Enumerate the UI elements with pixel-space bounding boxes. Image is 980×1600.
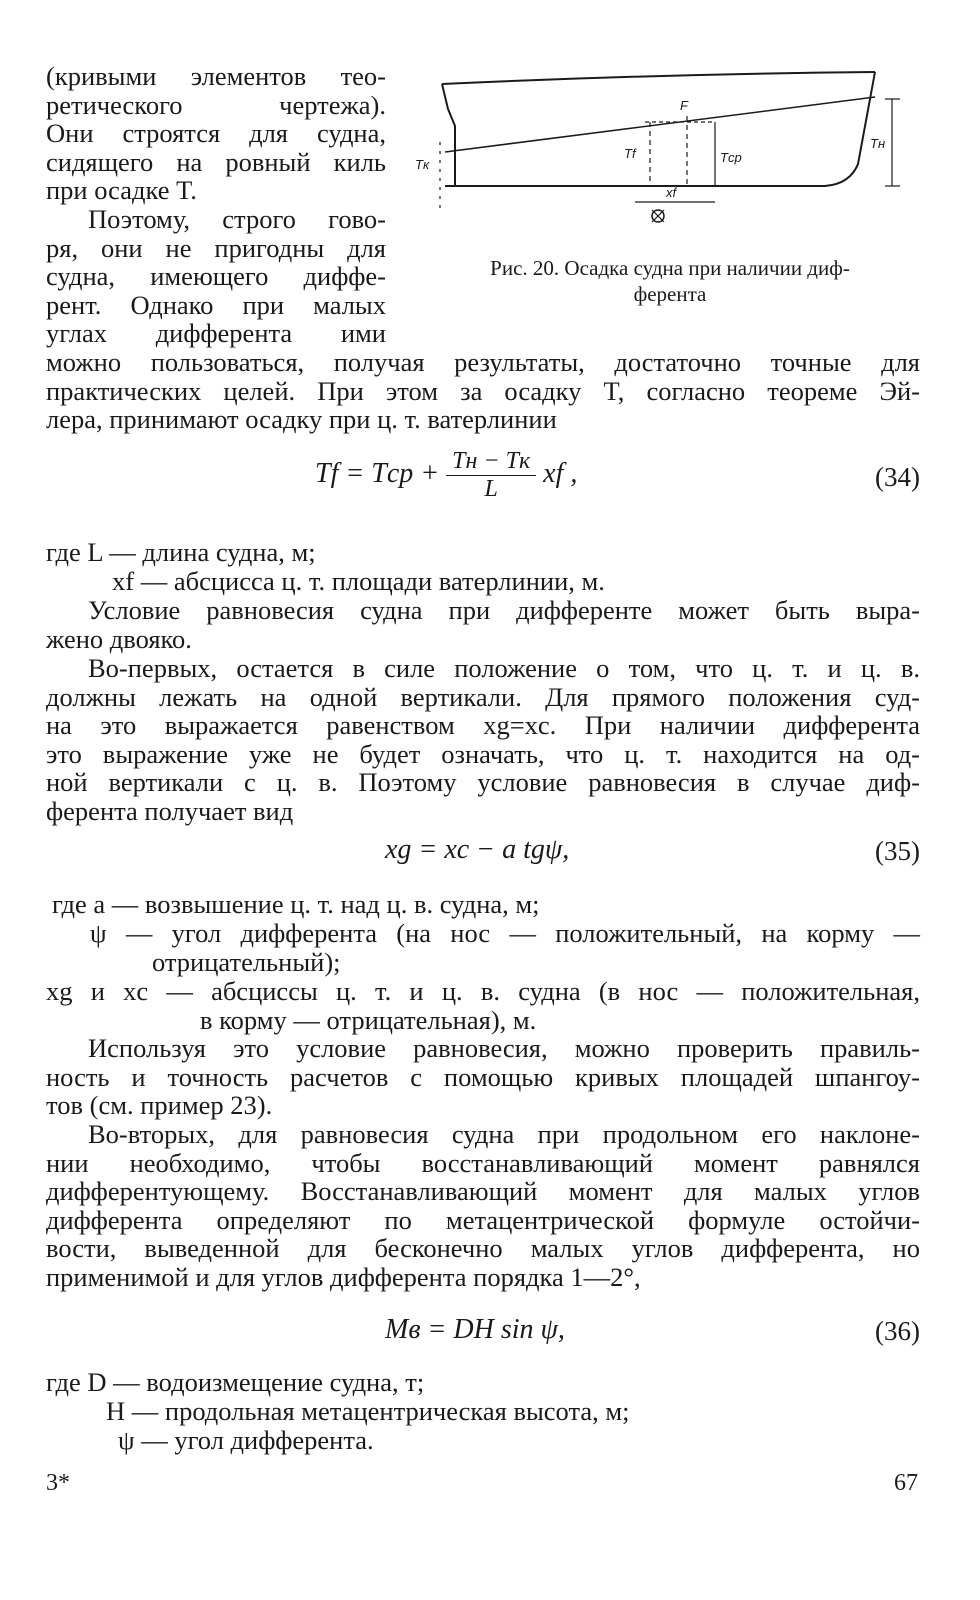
- label-Tn: Tн: [870, 136, 886, 151]
- signature-mark: 3*: [46, 1470, 70, 1496]
- text-line: должны лежать на одной вертикали. Для прямого положения суд-: [46, 681, 920, 712]
- equation-number-35: (35): [875, 836, 920, 866]
- text-line: на это выражается равенством xg=xc. При наличии дифферента: [46, 710, 920, 741]
- eq34-numerator: Tн − Tк: [446, 448, 536, 476]
- where-36-line: H — продольная метацентрическая высота, м;: [106, 1396, 630, 1426]
- paragraph-1: [46, 348, 920, 434]
- intro-paragraph: [46, 62, 386, 348]
- paragraph-5: [46, 1120, 920, 1292]
- equation-36: Mв = DH sin ψ,: [385, 1314, 565, 1345]
- text-line: нии необходимо, чтобы восстанавливающий момент равнялся: [46, 1147, 920, 1178]
- trimmed-waterline: [445, 97, 875, 152]
- eq34-fraction: [446, 448, 536, 503]
- paragraph-3: [46, 654, 920, 826]
- paragraph-4: [46, 1034, 920, 1120]
- text-line: Во-первых, остается в силе положение о том, что ц. т. и ц. в.: [88, 653, 920, 683]
- equation-number-34: (34): [875, 462, 920, 492]
- where-34-line: xf — абсцисса ц. т. площади ватерлинии, м.: [112, 566, 605, 596]
- text-line: ность и точность расчетов с помощью кривых площадей шпангоу-: [46, 1061, 920, 1092]
- where-35-line: ψ — угол дифферента (на нос — положительный, на корму —: [90, 918, 920, 948]
- text-line: ретического чертежа).: [46, 89, 386, 120]
- text-line: практических целей. При этом за осадку T, согласно теореме Эй-: [46, 375, 920, 406]
- caption-line: ферента: [633, 282, 707, 306]
- label-xf: xf: [666, 185, 677, 200]
- text-line: ной вертикали с ц. в. Поэтому условие равновесия в случае диф-: [46, 767, 920, 798]
- label-Tf: Tf: [624, 146, 636, 161]
- text-line: Условие равновесия судна при дифференте может быть выра-: [88, 595, 920, 625]
- text-line: лера, принимают осадку при ц. т. ватерлинии: [46, 404, 557, 435]
- label-F: F: [680, 98, 688, 113]
- where-36-line: ψ — угол дифферента.: [118, 1425, 374, 1455]
- equation-number-36: (36): [875, 1316, 920, 1346]
- deck-line: [442, 72, 875, 84]
- text-line: Используя это условие равновесия, можно проверить правиль-: [88, 1033, 920, 1063]
- eq34-right: xf ,: [543, 457, 578, 489]
- text-line: (кривыми элементов тео-: [46, 61, 386, 91]
- label-Tk: Tк: [415, 157, 430, 172]
- eq34-denominator: L: [484, 476, 498, 502]
- where-35-line: xg и xc — абсциссы ц. т. и ц. в. судна (в нос — положительная,: [46, 976, 920, 1006]
- text-line: Они строятся для судна,: [46, 118, 386, 149]
- caption-line: Рис. 20. Осадка судна при наличии диф-: [490, 256, 850, 280]
- text-line: рент. Однако при малых: [46, 289, 386, 320]
- where-34-line: где L — длина судна, м;: [46, 537, 316, 567]
- text-line: применимой и для углов дифферента порядка 1—2°,: [46, 1261, 641, 1292]
- where-35-line: отрицательный);: [152, 947, 341, 977]
- page-number: 67: [894, 1470, 918, 1496]
- text-line: тов (см. пример 23).: [46, 1090, 273, 1121]
- equation-34: [315, 448, 577, 503]
- text-line: Во-вторых, для равновесия судна при продольном его наклоне-: [88, 1119, 920, 1149]
- hull-bow-and-keel: [445, 72, 875, 186]
- figure-caption: [420, 255, 920, 307]
- text-line: ря, они не пригодны для: [46, 232, 386, 263]
- text-line: дифферента определяют по метацентрической формуле остойчи-: [46, 1204, 920, 1235]
- where-35-line: где a — возвышение ц. т. над ц. в. судна, м;: [52, 889, 540, 919]
- text-line: ферента получает вид: [46, 795, 294, 826]
- text-line: сидящего на ровный киль: [46, 146, 386, 177]
- label-Tcp: Tср: [720, 150, 742, 165]
- text-line: можно пользоваться, получая результаты, достаточно точные для: [46, 347, 920, 377]
- text-line: жено двояко.: [46, 623, 192, 654]
- where-36-line: где D — водоизмещение судна, т;: [46, 1367, 425, 1397]
- text-line: Поэтому, строго гово-: [88, 203, 386, 234]
- equation-35: xg = xc − a tgψ,: [385, 834, 570, 865]
- text-line: судна, имеющего диффе-: [46, 261, 386, 292]
- eq34-left: Tf = Tср +: [315, 457, 440, 489]
- text-line: это выражение уже не будет означать, что ц. т. находится на од-: [46, 738, 920, 769]
- text-line: углах дифферента ими: [46, 318, 386, 349]
- hull-stern: [442, 84, 455, 186]
- where-35-line: в корму — отрицательная), м.: [200, 1005, 537, 1035]
- figure-ship-trim-diagram: [410, 64, 920, 244]
- text-line: вости, выведенной для бесконечно малых углов дифферента, но: [46, 1233, 920, 1264]
- text-line: дифферентующему. Восстанавливающий момент для малых углов: [46, 1176, 920, 1207]
- text-line: при осадке T.: [46, 175, 197, 206]
- paragraph-2: [46, 596, 920, 653]
